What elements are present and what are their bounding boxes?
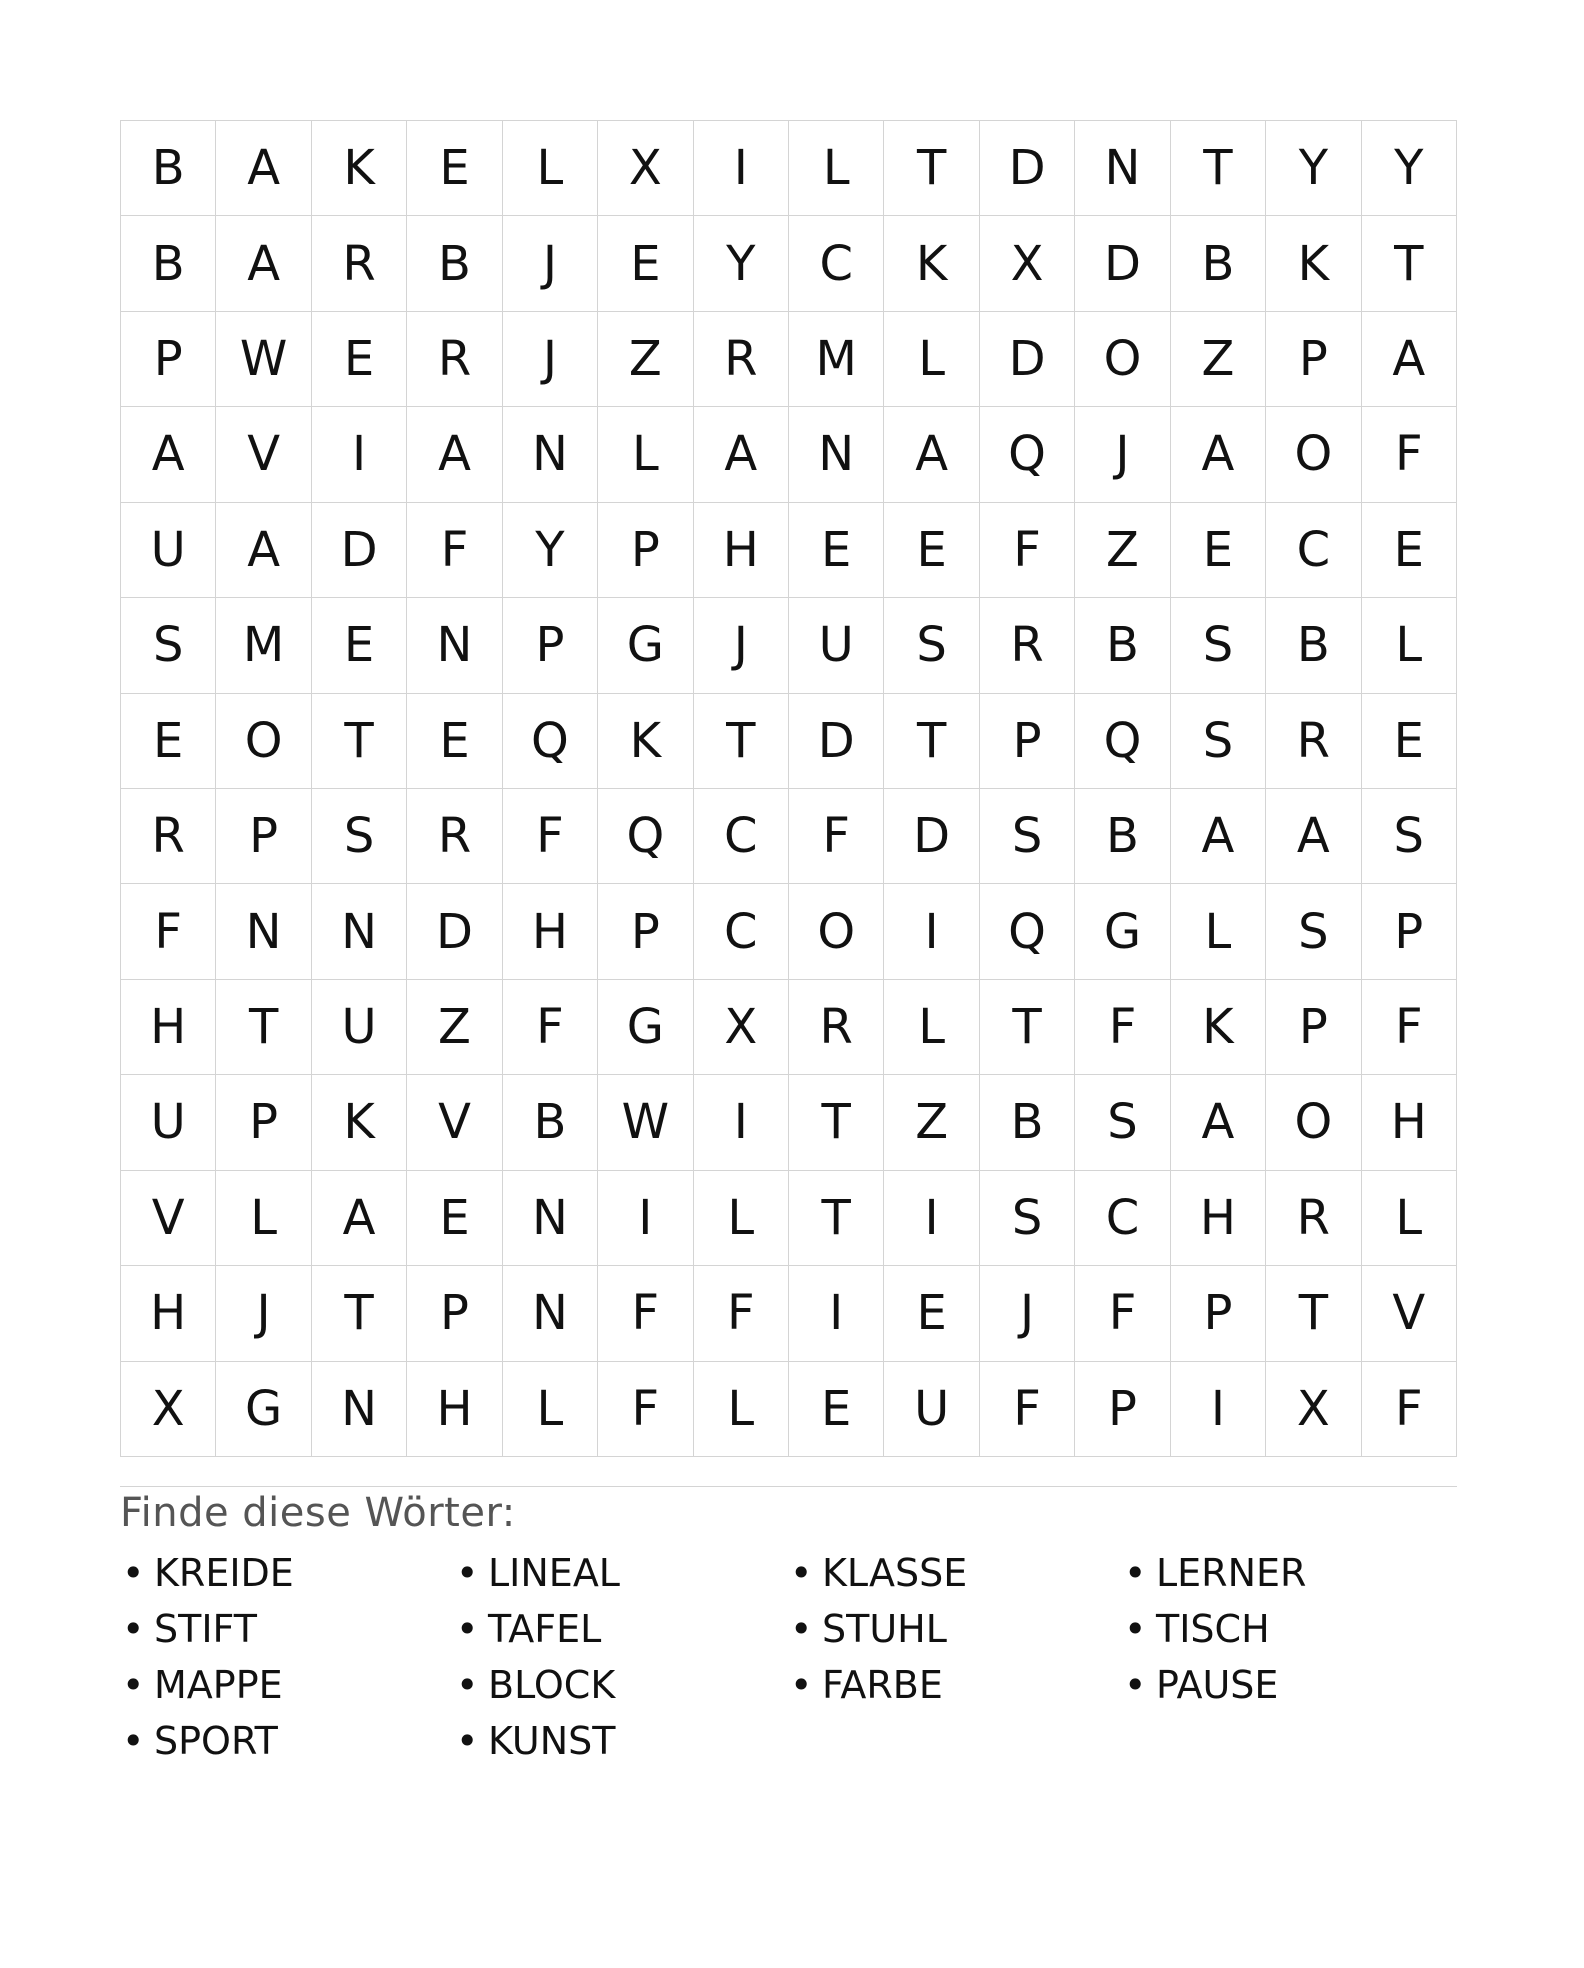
- grid-cell[interactable]: B: [1171, 216, 1266, 311]
- word-list-item: [454, 1657, 788, 1713]
- grid-cell[interactable]: I: [694, 121, 789, 216]
- grid-cell[interactable]: R: [312, 216, 407, 311]
- grid-cell[interactable]: L: [1362, 598, 1457, 693]
- grid-cell[interactable]: U: [312, 980, 407, 1075]
- grid-cell[interactable]: E: [407, 694, 502, 789]
- grid-cell[interactable]: S: [884, 598, 979, 693]
- grid-cell[interactable]: A: [694, 407, 789, 502]
- grid-cell[interactable]: N: [407, 598, 502, 693]
- grid-cell[interactable]: Q: [598, 789, 693, 884]
- grid-cell[interactable]: B: [121, 121, 216, 216]
- grid-cell[interactable]: E: [789, 503, 884, 598]
- grid-cell[interactable]: F: [598, 1362, 693, 1457]
- grid-cell[interactable]: H: [121, 980, 216, 1075]
- grid-cell[interactable]: L: [1362, 1171, 1457, 1266]
- grid-cell[interactable]: S: [1075, 1075, 1170, 1170]
- grid-cell[interactable]: O: [216, 694, 311, 789]
- grid-cell[interactable]: T: [216, 980, 311, 1075]
- grid-cell[interactable]: E: [1171, 503, 1266, 598]
- grid-cell[interactable]: L: [503, 1362, 598, 1457]
- grid-cell[interactable]: P: [1266, 980, 1361, 1075]
- word-label: PAUSE: [1156, 1663, 1279, 1707]
- grid-cell[interactable]: Y: [694, 216, 789, 311]
- grid-cell[interactable]: F: [503, 980, 598, 1075]
- grid-cell[interactable]: G: [1075, 884, 1170, 979]
- word-label: STUHL: [822, 1607, 947, 1651]
- grid-cell[interactable]: X: [694, 980, 789, 1075]
- grid-cell[interactable]: R: [407, 789, 502, 884]
- grid-cell[interactable]: Z: [1075, 503, 1170, 598]
- grid-cell[interactable]: T: [694, 694, 789, 789]
- bullet-icon: •: [122, 1551, 145, 1595]
- grid-cell[interactable]: F: [1362, 980, 1457, 1075]
- grid-cell[interactable]: I: [884, 1171, 979, 1266]
- grid-cell[interactable]: O: [1266, 407, 1361, 502]
- grid-cell[interactable]: R: [407, 312, 502, 407]
- grid-cell[interactable]: I: [1171, 1362, 1266, 1457]
- bullet-icon: •: [790, 1663, 813, 1707]
- grid-cell[interactable]: T: [1362, 216, 1457, 311]
- grid-cell[interactable]: A: [1171, 1075, 1266, 1170]
- grid-cell[interactable]: G: [598, 598, 693, 693]
- word-label: LINEAL: [488, 1551, 620, 1595]
- grid-cell[interactable]: B: [1266, 598, 1361, 693]
- grid-cell[interactable]: T: [312, 694, 407, 789]
- grid-cell[interactable]: N: [312, 1362, 407, 1457]
- grid-cell[interactable]: F: [598, 1266, 693, 1361]
- grid-cell[interactable]: S: [980, 1171, 1075, 1266]
- grid-cell[interactable]: P: [1362, 884, 1457, 979]
- bullet-icon: •: [456, 1551, 479, 1595]
- grid-cell[interactable]: B: [121, 216, 216, 311]
- grid-cell[interactable]: A: [121, 407, 216, 502]
- grid-cell[interactable]: U: [121, 503, 216, 598]
- grid-cell[interactable]: P: [1266, 312, 1361, 407]
- grid-cell[interactable]: U: [884, 1362, 979, 1457]
- bullet-icon: •: [790, 1551, 813, 1595]
- bullet-icon: •: [1124, 1607, 1147, 1651]
- grid-cell[interactable]: R: [1266, 1171, 1361, 1266]
- grid-cell[interactable]: T: [980, 980, 1075, 1075]
- word-label: KREIDE: [154, 1551, 294, 1595]
- grid-cell[interactable]: R: [789, 980, 884, 1075]
- grid-cell[interactable]: Q: [980, 407, 1075, 502]
- grid-cell[interactable]: C: [1266, 503, 1361, 598]
- grid-cell[interactable]: L: [694, 1171, 789, 1266]
- grid-cell[interactable]: I: [694, 1075, 789, 1170]
- grid-cell[interactable]: Q: [503, 694, 598, 789]
- bullet-icon: •: [122, 1663, 145, 1707]
- grid-cell[interactable]: E: [121, 694, 216, 789]
- grid-cell[interactable]: J: [503, 312, 598, 407]
- grid-cell[interactable]: H: [407, 1362, 502, 1457]
- word-label: TISCH: [1156, 1607, 1270, 1651]
- grid-cell[interactable]: A: [216, 503, 311, 598]
- grid-cell[interactable]: E: [407, 121, 502, 216]
- grid-cell[interactable]: S: [1362, 789, 1457, 884]
- grid-cell[interactable]: K: [312, 1075, 407, 1170]
- grid-cell[interactable]: E: [312, 312, 407, 407]
- grid-cell[interactable]: P: [121, 312, 216, 407]
- bullet-icon: •: [1124, 1551, 1147, 1595]
- grid-cell[interactable]: Q: [1075, 694, 1170, 789]
- grid-cell[interactable]: A: [216, 121, 311, 216]
- grid-cell[interactable]: P: [407, 1266, 502, 1361]
- grid-cell[interactable]: N: [503, 407, 598, 502]
- grid-cell[interactable]: T: [312, 1266, 407, 1361]
- bullet-icon: •: [456, 1719, 479, 1763]
- grid-cell[interactable]: H: [1362, 1075, 1457, 1170]
- word-label: FARBE: [822, 1663, 943, 1707]
- grid-cell[interactable]: N: [789, 407, 884, 502]
- word-label: TAFEL: [488, 1607, 602, 1651]
- grid-cell[interactable]: N: [216, 884, 311, 979]
- grid-cell[interactable]: J: [1075, 407, 1170, 502]
- grid-cell[interactable]: S: [121, 598, 216, 693]
- grid-cell[interactable]: C: [694, 789, 789, 884]
- grid-cell[interactable]: H: [694, 503, 789, 598]
- grid-cell[interactable]: X: [1266, 1362, 1361, 1457]
- grid-cell[interactable]: F: [1075, 1266, 1170, 1361]
- word-list-item: [788, 1657, 1122, 1713]
- word-label: KLASSE: [822, 1551, 968, 1595]
- grid-cell[interactable]: H: [1171, 1171, 1266, 1266]
- grid-cell[interactable]: F: [980, 1362, 1075, 1457]
- grid-cell[interactable]: L: [1171, 884, 1266, 979]
- bullet-icon: •: [1124, 1663, 1147, 1707]
- bullet-icon: •: [456, 1663, 479, 1707]
- grid-cell[interactable]: V: [121, 1171, 216, 1266]
- grid-cell[interactable]: D: [312, 503, 407, 598]
- word-label: LERNER: [1156, 1551, 1307, 1595]
- word-list-item: [788, 1601, 1122, 1657]
- grid-cell[interactable]: T: [884, 694, 979, 789]
- grid-cell[interactable]: D: [407, 884, 502, 979]
- word-list-item: [454, 1601, 788, 1657]
- grid-cell[interactable]: L: [598, 407, 693, 502]
- grid-cell[interactable]: F: [407, 503, 502, 598]
- grid-cell[interactable]: X: [980, 216, 1075, 311]
- grid-cell[interactable]: M: [216, 598, 311, 693]
- grid-cell[interactable]: A: [884, 407, 979, 502]
- word-label: BLOCK: [488, 1663, 616, 1707]
- grid-cell[interactable]: H: [121, 1266, 216, 1361]
- word-list-item: [788, 1545, 1122, 1601]
- grid-cell[interactable]: E: [1362, 503, 1457, 598]
- grid-cell[interactable]: N: [503, 1171, 598, 1266]
- grid-cell[interactable]: K: [1266, 216, 1361, 311]
- grid-cell[interactable]: E: [312, 598, 407, 693]
- grid-cell[interactable]: B: [407, 216, 502, 311]
- grid-cell[interactable]: F: [980, 503, 1075, 598]
- grid-cell[interactable]: P: [216, 1075, 311, 1170]
- grid-cell[interactable]: Y: [503, 503, 598, 598]
- grid-cell[interactable]: S: [312, 789, 407, 884]
- grid-cell[interactable]: E: [1362, 694, 1457, 789]
- grid-cell[interactable]: E: [884, 1266, 979, 1361]
- grid-cell[interactable]: T: [789, 1171, 884, 1266]
- word-label: STIFT: [154, 1607, 257, 1651]
- grid-cell[interactable]: A: [407, 407, 502, 502]
- grid-cell[interactable]: X: [121, 1362, 216, 1457]
- grid-cell[interactable]: U: [789, 598, 884, 693]
- grid-cell[interactable]: D: [1075, 216, 1170, 311]
- grid-cell[interactable]: P: [1171, 1266, 1266, 1361]
- grid-cell[interactable]: D: [789, 694, 884, 789]
- grid-cell[interactable]: S: [1171, 694, 1266, 789]
- grid-cell[interactable]: K: [598, 694, 693, 789]
- grid-cell[interactable]: B: [1075, 789, 1170, 884]
- grid-cell[interactable]: N: [312, 884, 407, 979]
- word-list-item: [1122, 1545, 1456, 1601]
- word-list: [120, 1545, 1457, 1769]
- grid-cell[interactable]: V: [407, 1075, 502, 1170]
- section-divider: [120, 1486, 1457, 1487]
- grid-cell[interactable]: T: [1266, 1266, 1361, 1361]
- grid-cell[interactable]: P: [598, 503, 693, 598]
- grid-cell[interactable]: F: [1075, 980, 1170, 1075]
- grid-cell[interactable]: F: [503, 789, 598, 884]
- grid-cell[interactable]: Z: [1171, 312, 1266, 407]
- word-list-item: [454, 1713, 788, 1769]
- grid-cell[interactable]: C: [1075, 1171, 1170, 1266]
- grid-cell[interactable]: R: [694, 312, 789, 407]
- grid-cell[interactable]: E: [598, 216, 693, 311]
- grid-cell[interactable]: E: [884, 503, 979, 598]
- grid-cell[interactable]: N: [1075, 121, 1170, 216]
- grid-cell[interactable]: I: [884, 884, 979, 979]
- word-list-item: [1122, 1601, 1456, 1657]
- grid-cell[interactable]: W: [216, 312, 311, 407]
- grid-cell[interactable]: F: [1362, 407, 1457, 502]
- grid-cell[interactable]: A: [1266, 789, 1361, 884]
- grid-cell[interactable]: A: [1171, 407, 1266, 502]
- word-label: MAPPE: [154, 1663, 283, 1707]
- grid-cell[interactable]: I: [598, 1171, 693, 1266]
- grid-cell[interactable]: H: [503, 884, 598, 979]
- grid-cell[interactable]: L: [884, 980, 979, 1075]
- grid-cell[interactable]: W: [598, 1075, 693, 1170]
- grid-cell[interactable]: J: [216, 1266, 311, 1361]
- grid-cell[interactable]: K: [312, 121, 407, 216]
- bullet-icon: •: [122, 1607, 145, 1651]
- word-search-grid: [120, 120, 1457, 1457]
- grid-cell[interactable]: S: [1266, 884, 1361, 979]
- grid-cell[interactable]: P: [598, 884, 693, 979]
- word-list-item: [1122, 1657, 1456, 1713]
- grid-cell[interactable]: A: [312, 1171, 407, 1266]
- word-list-title: Finde diese Wörter:: [120, 1490, 516, 1536]
- grid-cell[interactable]: A: [1362, 312, 1457, 407]
- word-list-item: [120, 1713, 454, 1769]
- word-list-item: [454, 1545, 788, 1601]
- grid-cell[interactable]: Y: [1266, 121, 1361, 216]
- bullet-icon: •: [456, 1607, 479, 1651]
- grid-cell[interactable]: X: [598, 121, 693, 216]
- grid-cell[interactable]: C: [789, 216, 884, 311]
- bullet-icon: •: [122, 1719, 145, 1763]
- grid-cell[interactable]: F: [1362, 1362, 1457, 1457]
- word-label: SPORT: [154, 1719, 278, 1763]
- grid-cell[interactable]: K: [884, 216, 979, 311]
- grid-cell[interactable]: E: [789, 1362, 884, 1457]
- grid-cell[interactable]: F: [694, 1266, 789, 1361]
- grid-cell[interactable]: P: [216, 789, 311, 884]
- grid-cell[interactable]: L: [884, 312, 979, 407]
- grid-cell[interactable]: A: [216, 216, 311, 311]
- grid-cell[interactable]: I: [312, 407, 407, 502]
- word-label: KUNST: [488, 1719, 616, 1763]
- grid-cell[interactable]: T: [789, 1075, 884, 1170]
- grid-cell[interactable]: L: [694, 1362, 789, 1457]
- grid-cell[interactable]: E: [407, 1171, 502, 1266]
- grid-cell[interactable]: Q: [980, 884, 1075, 979]
- grid-cell[interactable]: I: [789, 1266, 884, 1361]
- grid-cell[interactable]: P: [980, 694, 1075, 789]
- grid-cell[interactable]: T: [1171, 121, 1266, 216]
- grid-cell[interactable]: L: [789, 121, 884, 216]
- grid-cell[interactable]: O: [1266, 1075, 1361, 1170]
- grid-cell[interactable]: F: [121, 884, 216, 979]
- word-list-item: [120, 1657, 454, 1713]
- grid-cell[interactable]: G: [216, 1362, 311, 1457]
- grid-cell[interactable]: T: [884, 121, 979, 216]
- grid-cell[interactable]: B: [980, 1075, 1075, 1170]
- grid-cell[interactable]: P: [503, 598, 598, 693]
- grid-cell[interactable]: A: [1171, 789, 1266, 884]
- grid-cell[interactable]: V: [1362, 1266, 1457, 1361]
- grid-cell[interactable]: D: [980, 121, 1075, 216]
- grid-cell[interactable]: B: [1075, 598, 1170, 693]
- word-list-item: [120, 1545, 454, 1601]
- grid-cell[interactable]: G: [598, 980, 693, 1075]
- grid-cell[interactable]: J: [503, 216, 598, 311]
- grid-cell[interactable]: L: [216, 1171, 311, 1266]
- grid-cell[interactable]: M: [789, 312, 884, 407]
- grid-cell[interactable]: F: [789, 789, 884, 884]
- grid-cell[interactable]: S: [980, 789, 1075, 884]
- grid-cell[interactable]: L: [503, 121, 598, 216]
- grid-cell[interactable]: V: [216, 407, 311, 502]
- grid-cell[interactable]: J: [694, 598, 789, 693]
- grid-cell[interactable]: J: [980, 1266, 1075, 1361]
- bullet-icon: •: [790, 1607, 813, 1651]
- grid-cell[interactable]: N: [503, 1266, 598, 1361]
- grid-cell[interactable]: O: [789, 884, 884, 979]
- grid-cell[interactable]: R: [1266, 694, 1361, 789]
- grid-cell[interactable]: D: [980, 312, 1075, 407]
- grid-cell[interactable]: R: [121, 789, 216, 884]
- grid-cell[interactable]: Z: [884, 1075, 979, 1170]
- grid-cell[interactable]: B: [503, 1075, 598, 1170]
- grid-cell[interactable]: P: [1075, 1362, 1170, 1457]
- grid-cell[interactable]: K: [1171, 980, 1266, 1075]
- word-list-item: [120, 1601, 454, 1657]
- grid-cell[interactable]: O: [1075, 312, 1170, 407]
- grid-cell[interactable]: S: [1171, 598, 1266, 693]
- grid-cell[interactable]: U: [121, 1075, 216, 1170]
- grid-cell[interactable]: R: [980, 598, 1075, 693]
- grid-cell[interactable]: Y: [1362, 121, 1457, 216]
- grid-cell[interactable]: D: [884, 789, 979, 884]
- grid-cell[interactable]: Z: [598, 312, 693, 407]
- grid-cell[interactable]: Z: [407, 980, 502, 1075]
- grid-cell[interactable]: C: [694, 884, 789, 979]
